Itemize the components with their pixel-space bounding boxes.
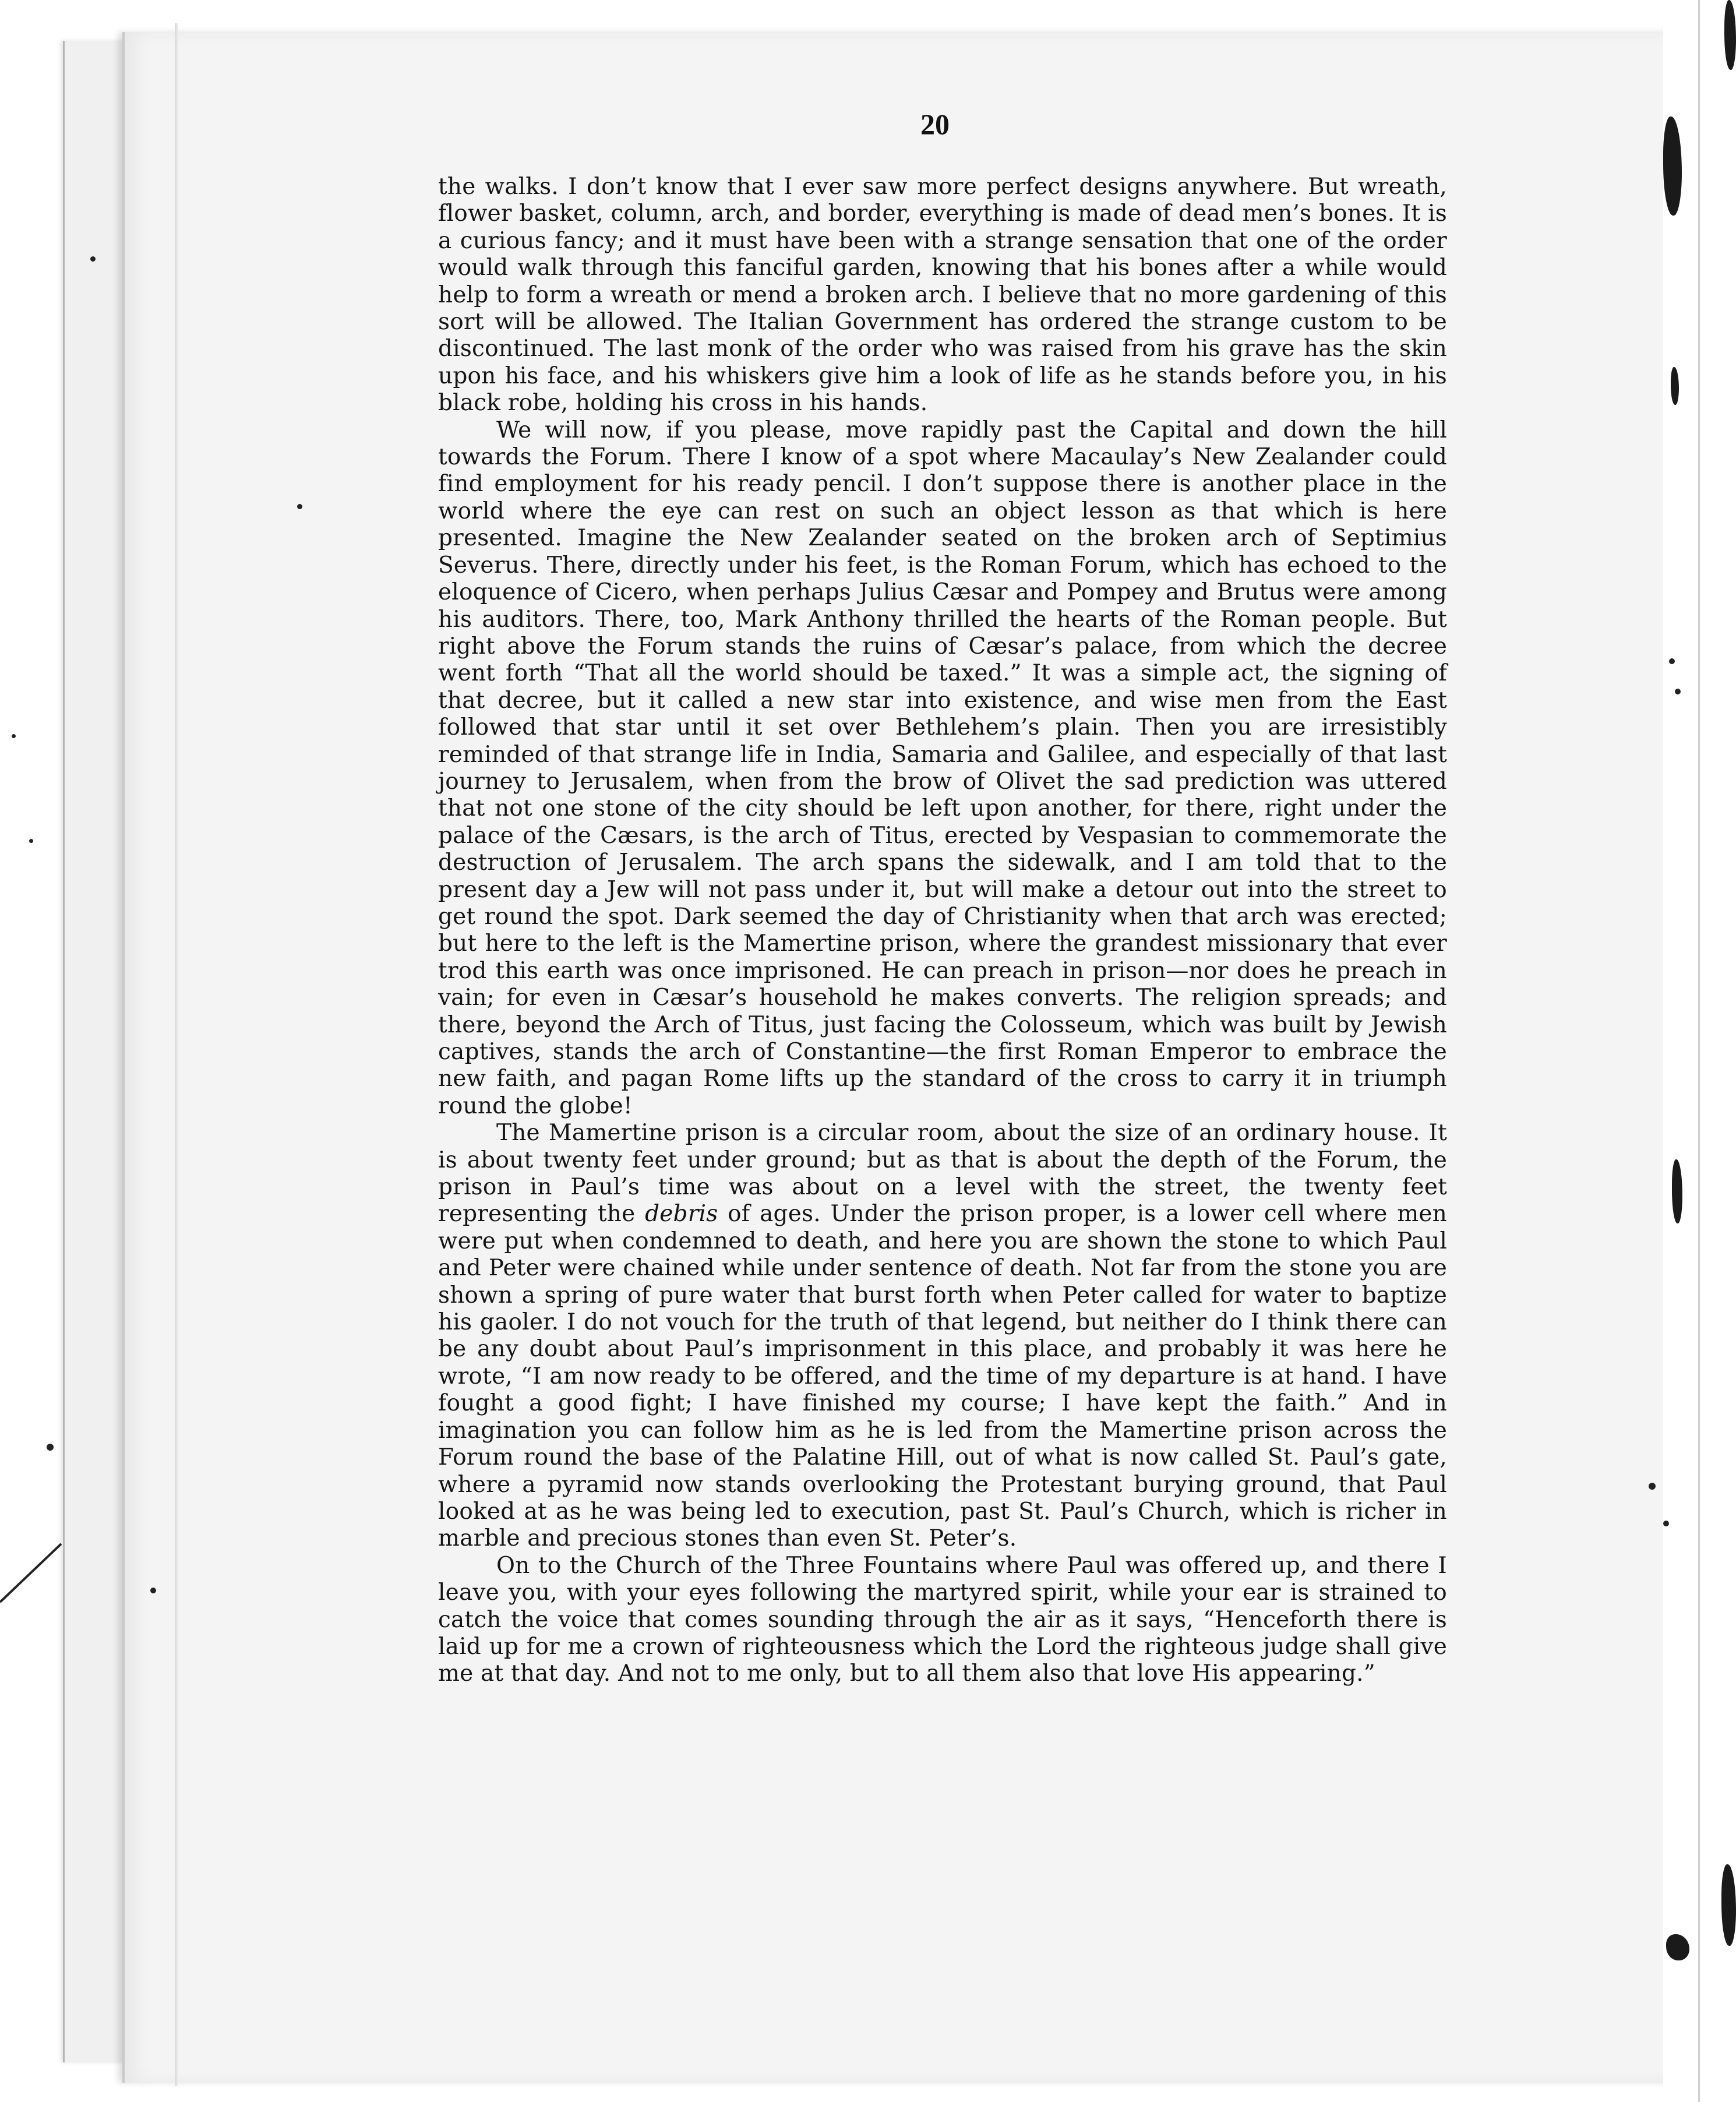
ink-speck	[150, 1588, 156, 1593]
ink-speck	[1675, 689, 1681, 694]
ink-speck	[1663, 1521, 1669, 1526]
right-edge-rule	[1698, 0, 1700, 2102]
ink-speck	[1669, 658, 1675, 664]
ink-speck	[297, 504, 302, 509]
ink-speck	[90, 256, 96, 262]
page-number: 20	[920, 108, 950, 140]
paragraph	[438, 174, 1447, 417]
ink-speck	[12, 734, 16, 738]
italic-text: debris	[645, 1201, 718, 1228]
paragraph-text: We will now, if you please, move rapidly past the Capital and down the hill towards the Forum. There I know of a spot where Macaulay’s New Zealander could find employment for his ready pencil. I don’t suppose there is another place in the world where the eye can rest on such an object lesson as that which is here presented. Imagine the New Zealander seated on the broken arch of Septimius Severus. There, directly under his feet, is the Roman Forum, which has echoed to the eloquence of Cicero, when perhaps Julius Cæsar and Pompey and Brutus were among his auditors. There, too, Mark Anthony thrilled the hearts of the Roman people. But right above the Forum stands the ruins of Cæsar’s palace, from which the decree went forth “That all the world should be taxed.” It was a simple act, the signing of that decree, but it called a new star into existence, and wise men from the East followed that star until it set over Bethlehem’s plain. Then you are irresistibly reminded of that strange life in India, Samaria and Galilee, and especially of that last journey to Jerusalem, when from the brow of Olivet the sad prediction was uttered that not one stone of the city should be left upon another, for there, right under the palace of the Cæsars, is the arch of Titus, erected by Vespasian to commemorate the destruction of Jerusalem. The arch spans the sidewalk, and I am told that to the present day a Jew will not pass under it, but will make a detour out into the street to get round the spot. Dark seemed the day of Christianity when that arch was erected; but here to the left is the Mamertine prison, where the grandest missionary that ever trod this earth was once imprisoned. He can preach in prison—nor does he preach in vain; for even in Cæsar’s household he makes converts. The religion spreads; and there, beyond the Arch of Titus, just facing the Colosseum, which was built by Jewish captives, stands the arch of Constantine—the first Roman Emperor to embrace the new faith, and pagan Rome lifts up the standard of the cross to carry it in triumph round the globe!	[438, 417, 1447, 1119]
left-fold-shadow	[175, 23, 178, 2086]
paragraph-text: the walks. I don’t know that I ever saw more perfect designs anywhere. But wreath, flower basket, column, arch, and border, everything is made of dead men’s bones. It is a curious fancy; and it must have been with a strange sensation that one of the order would walk through this fanciful garden, knowing that his bones after a while would help to form a wreath or mend a broken arch. I believe that no more gardening of this sort will be allowed. The Italian Government has ordered the strange custom to be discontinued. The last monk of the order who was raised from his grave has the skin upon his face, and his whiskers give him a look of life as he stands before you, in his black robe, holding his cross in his hands.	[438, 174, 1447, 417]
ink-speck	[1649, 1483, 1656, 1490]
paragraph-text: The Mamertine prison is a circular room, about the size of an ordinary house. It is about twenty feet under ground; but as that is about the depth of the Forum, the prison in Paul’s time was about on a level with the street, the twenty feet representing the	[438, 1120, 1447, 1228]
paragraph-text: of ages. Under the prison proper, is a lower cell where men were put when condemned to death, and here you are shown the stone to which Paul and Peter were chained while under sentence of death. Not far from the stone you are shown a spring of pure water that burst forth when Peter called for water to baptize his gaoler. I do not vouch for the truth of that legend, but neither do I think there can be any doubt about Paul’s imprisonment in this place, and probably it was here he wrote, “I am now ready to be offered, and the time of my departure is at hand. I have fought a good fight; I have finished my course; I have kept the faith.” And in imagination you can follow him as he is led from the Mamertine prison across the Forum round the base of the Palatine Hill, out of what is now called St. Paul’s gate, where a pyramid now stands overlooking the Protestant burying ground, that Paul looked at as he was being led to execution, past St. Paul’s Church, which is richer in marble and precious stones than even St. Peter’s.	[438, 1201, 1447, 1552]
paragraph	[438, 417, 1447, 1120]
ink-speck	[47, 1444, 54, 1451]
paragraph-text: On to the Church of the Three Fountains where Paul was offered up, and there I leave you, with your eyes following the martyred spirit, while your ear is strained to catch the voice that comes sounding through the air as it says, “Henceforth there is laid up for me a crown of righteousness which the Lord the righteous judge shall give me at that day. And not to me only, but to all them also that love His appearing.”	[438, 1552, 1447, 1687]
body-text	[438, 174, 1447, 1688]
paragraph	[438, 1120, 1447, 1553]
ink-speck	[29, 839, 33, 843]
paragraph	[438, 1553, 1447, 1688]
stray-pen-stroke	[0, 1538, 70, 1608]
